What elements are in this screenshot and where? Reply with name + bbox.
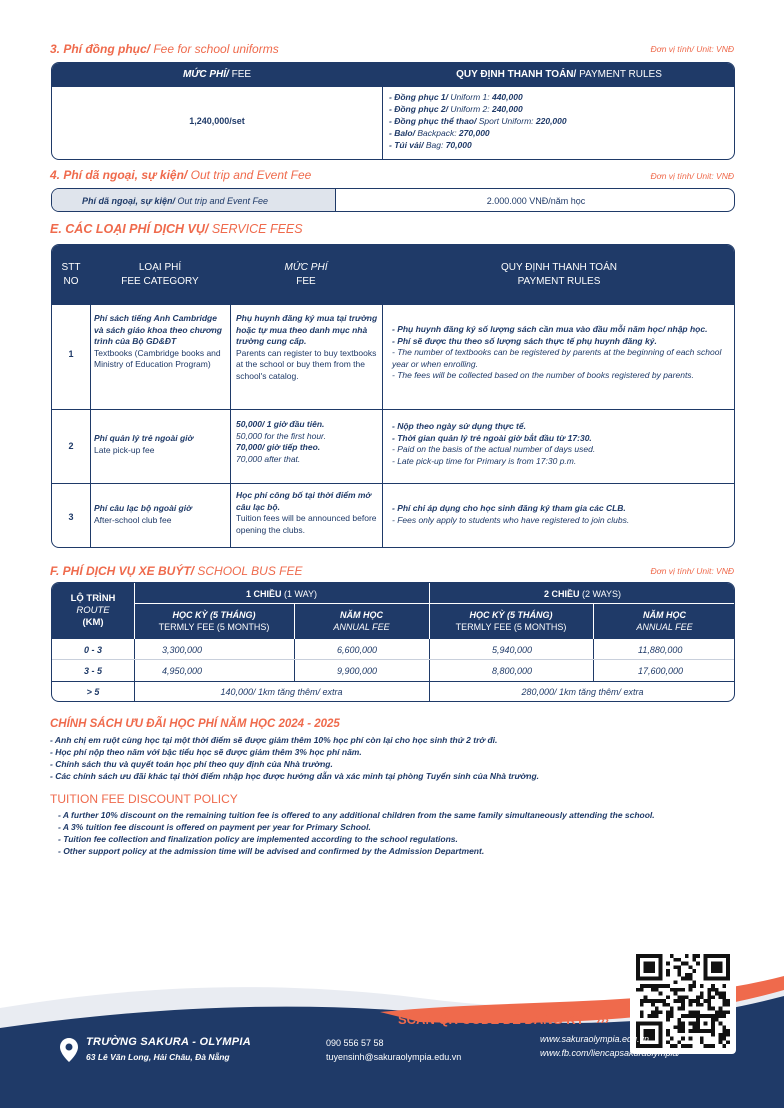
rule-item: - The number of textbooks can be registered by parents at the beginning of each school year or when enrolling. bbox=[392, 347, 722, 369]
bus-row-3-two-ways: 280,000/ 1km tăng thêm/ extra bbox=[521, 687, 644, 697]
service-row-2-category: Phí quản lý trẻ ngoài giờ Late pick-up fee bbox=[94, 433, 194, 455]
service-row-3-category: Phí câu lạc bộ ngoài giờ After-school club fee bbox=[94, 503, 192, 525]
service-row-1-no: 1 bbox=[68, 349, 74, 359]
policy-line: - Chính sách thu và quyết toán học phí theo quy định của Nhà trường. bbox=[50, 759, 333, 769]
service-row-1-rules bbox=[392, 324, 735, 382]
policy-line: - Anh chị em ruột cùng học tại một thời điểm sẽ được giảm thêm 10% học phí còn lại cho học sinh thứ 2 trở đi. bbox=[50, 735, 498, 745]
uniform-header-fee: MỨC PHÍ/ FEE bbox=[182, 69, 252, 80]
policy-line: - Các chính sách ưu đãi khác tại thời điểm nhập học được hướng dẫn và xác minh tại phòng Tuyển sinh của Nhà trường. bbox=[50, 771, 540, 781]
outtrip-unit: Đơn vị tính/ Unit: VNĐ bbox=[650, 171, 734, 181]
bus-row-2-annual-2: 17,600,000 bbox=[638, 666, 684, 676]
uniform-unit: Đơn vị tính/ Unit: VNĐ bbox=[650, 44, 734, 54]
school-address: 63 Lê Văn Long, Hải Châu, Đà Nẵng bbox=[86, 1052, 230, 1062]
rule-item: - Nộp theo ngày sử dụng thực tế. bbox=[392, 421, 526, 431]
service-header-rules: QUY ĐỊNH THANH TOÁN PAYMENT RULES bbox=[501, 262, 617, 287]
bus-header-term-2: HỌC KỲ (5 THÁNG) TERMLY FEE (5 MONTHS) bbox=[455, 610, 567, 632]
rule-item: - Phụ huynh đăng ký số lượng sách cần mua vào đầu mỗi năm học/ nhập học. bbox=[392, 324, 708, 334]
service-header-category: LOẠI PHÍ FEE CATEGORY bbox=[121, 262, 199, 287]
uniform-item: - Đồng phục 1/ Uniform 1: 440,000 bbox=[389, 92, 523, 102]
qr-code-icon bbox=[636, 954, 730, 1048]
rule-item: 70,000 after that. bbox=[236, 453, 301, 464]
uniform-item: - Túi vải/ Bag: 70,000 bbox=[389, 140, 472, 150]
outtrip-table bbox=[51, 188, 735, 212]
outtrip-section-title: 4. Phí dã ngoại, sự kiện/ Out trip and Event Fee bbox=[50, 168, 312, 182]
policy-list-vi bbox=[50, 734, 740, 782]
bus-row-2-route: 3 - 5 bbox=[83, 666, 102, 676]
facebook-link[interactable]: www.fb.com/liencapsakuraolympia/ bbox=[540, 1048, 681, 1058]
rule-item: 70,000/ giờ tiếp theo. bbox=[236, 442, 321, 452]
bus-row-2-term-1: 4,950,000 bbox=[162, 666, 203, 676]
phone-number[interactable]: 090 556 57 58 bbox=[326, 1038, 384, 1048]
email-link[interactable]: tuyensinh@sakuraolympia.edu.vn bbox=[326, 1052, 462, 1062]
uniform-item: - Đồng phục 2/ Uniform 2: 240,000 bbox=[389, 104, 523, 114]
bus-section-title: F. PHÍ DỊCH VỤ XE BUÝT/ SCHOOL BUS FEE bbox=[50, 564, 303, 578]
rule-item: - Late pick-up time for Primary is from 17:30 p.m. bbox=[392, 455, 577, 466]
service-row-1-category: Phí sách tiếng Anh Cambridge và sách giáo khoa theo chương trình của Bộ GD&ĐT Textbooks (Cambridge books and Ministry of Education Program) bbox=[94, 313, 222, 369]
service-row-2-rules bbox=[392, 421, 735, 467]
service-header-fee: MỨC PHÍ FEE bbox=[284, 262, 328, 287]
uniform-item: - Đồng phục thể thao/ Sport Uniform: 220,000 bbox=[389, 116, 567, 126]
policy-list-en bbox=[58, 809, 748, 857]
location-pin-icon bbox=[60, 1038, 78, 1067]
policy-line: - A further 10% discount on the remaining tuition fee is offered to any additional children from the same family simultaneously attending the school. bbox=[58, 810, 655, 820]
policy-title-en: TUITION FEE DISCOUNT POLICY bbox=[50, 792, 238, 806]
bus-unit: Đơn vị tính/ Unit: VNĐ bbox=[650, 566, 734, 576]
bus-row-1-term-2: 5,940,000 bbox=[492, 645, 533, 655]
bus-header-one-way: 1 CHIỀU (1 WAY) bbox=[245, 589, 317, 599]
service-row-3-rules bbox=[392, 503, 735, 526]
policy-title-vi: CHÍNH SÁCH ƯU ĐÃI HỌC PHÍ NĂM HỌC 2024 - 2025 bbox=[50, 718, 340, 730]
school-name: TRƯỜNG SAKURA - OLYMPIA bbox=[86, 1036, 251, 1048]
policy-line: - A 3% tuition fee discount is offered on payment per year for Primary School. bbox=[58, 822, 371, 832]
service-row-2-no: 2 bbox=[68, 441, 74, 451]
outtrip-value: 2.000.000 VNĐ/năm học bbox=[486, 196, 586, 206]
service-row-3-no: 3 bbox=[68, 512, 74, 522]
bus-row-3-one-way: 140,000/ 1km tăng thêm/ extra bbox=[220, 687, 343, 697]
uniform-item: - Balo/ Backpack: 270,000 bbox=[389, 128, 490, 138]
policy-line: - Học phí nộp theo năm với bậc tiểu học sẽ được giảm thêm 3% học phí năm. bbox=[50, 747, 362, 757]
bus-header-annual-2: NĂM HỌC ANNUAL FEE bbox=[636, 610, 693, 632]
uniform-header-rules: QUY ĐỊNH THANH TOÁN/ PAYMENT RULES bbox=[456, 69, 662, 80]
uniform-fee-value: 1,240,000/set bbox=[189, 116, 245, 126]
rule-item: - Thời gian quản lý trẻ ngoài giờ bắt đầu từ 17:30. bbox=[392, 432, 592, 443]
rule-item: - Phí chỉ áp dụng cho học sinh đăng ký tham gia các CLB. bbox=[392, 503, 626, 513]
website-link[interactable]: www.sakuraolympia.edu.vn bbox=[540, 1034, 650, 1044]
uniform-section-title bbox=[50, 42, 279, 56]
arrows-icon: ››› bbox=[595, 1012, 609, 1027]
service-row-2-fee bbox=[236, 419, 378, 465]
service-row-1-fee: Phụ huynh đăng ký mua tại trường hoặc tự mua theo danh mục nhà trường cung cấp. Parents can register to buy textbooks at the school or buy them from the school's catalog. bbox=[236, 313, 378, 381]
rule-item: 50,000/ 1 giờ đầu tiên. bbox=[236, 419, 325, 429]
bus-header-annual-1: NĂM HỌC ANNUAL FEE bbox=[333, 610, 390, 632]
bus-row-2-term-2: 8,800,000 bbox=[492, 666, 533, 676]
bus-header-term-1: HỌC KỲ (5 THÁNG) TERMLY FEE (5 MONTHS) bbox=[158, 610, 270, 632]
bus-row-3-route: > 5 bbox=[86, 687, 100, 697]
rule-item: - Phí sẽ được thu theo số lượng sách thực tế phụ huynh đăng ký. bbox=[392, 335, 657, 346]
uniform-title-vi: 3. Phí đồng phục/ bbox=[50, 42, 150, 56]
uniform-table bbox=[51, 62, 735, 160]
service-row-3-fee: Học phí công bố tại thời điểm mở câu lạc bộ. Tuition fees will be announced before opening the clubs. bbox=[236, 490, 377, 535]
policy-line: - Other support policy at the admission time will be advised and confirmed by the Admission Department. bbox=[58, 846, 485, 856]
uniform-items-list bbox=[389, 91, 729, 151]
bus-table bbox=[51, 582, 735, 702]
rule-item: - Paid on the basis of the actual number of days used. bbox=[392, 444, 596, 454]
bus-row-1-route: 0 - 3 bbox=[83, 645, 102, 655]
policy-line: - Tuition fee collection and finalization policy are implemented according to the school regulations. bbox=[58, 834, 458, 844]
service-section-title: E. CÁC LOẠI PHÍ DỊCH VỤ/ SERVICE FEES bbox=[50, 222, 303, 236]
rule-item: 50,000 for the first hour. bbox=[236, 430, 326, 441]
bus-header-two-ways: 2 CHIỀU (2 WAYS) bbox=[543, 589, 622, 599]
bus-row-2-annual-1: 9,900,000 bbox=[337, 666, 378, 676]
bus-header-route: LỘ TRÌNH ROUTE (KM) bbox=[70, 593, 116, 628]
bus-row-1-annual-2: 11,880,000 bbox=[638, 645, 683, 655]
outtrip-label: Phí dã ngoại, sự kiện/ Out trip and Event Fee bbox=[82, 196, 269, 206]
service-table bbox=[51, 244, 735, 548]
bus-row-1-term-1: 3,300,000 bbox=[162, 645, 203, 655]
rule-item: - The fees will be collected based on the number of books registered by parents. bbox=[392, 370, 694, 380]
uniform-title-en: Fee for school uniforms bbox=[150, 42, 279, 56]
rule-item: - Fees only apply to students who have registered to join clubs. bbox=[392, 514, 630, 525]
bus-row-1-annual-1: 6,600,000 bbox=[337, 645, 378, 655]
service-header-stt: STT NO bbox=[61, 262, 81, 287]
scan-qr-label: SCAN QR CODE ĐỂ ĐĂNG KÝ ››› bbox=[398, 1012, 609, 1027]
